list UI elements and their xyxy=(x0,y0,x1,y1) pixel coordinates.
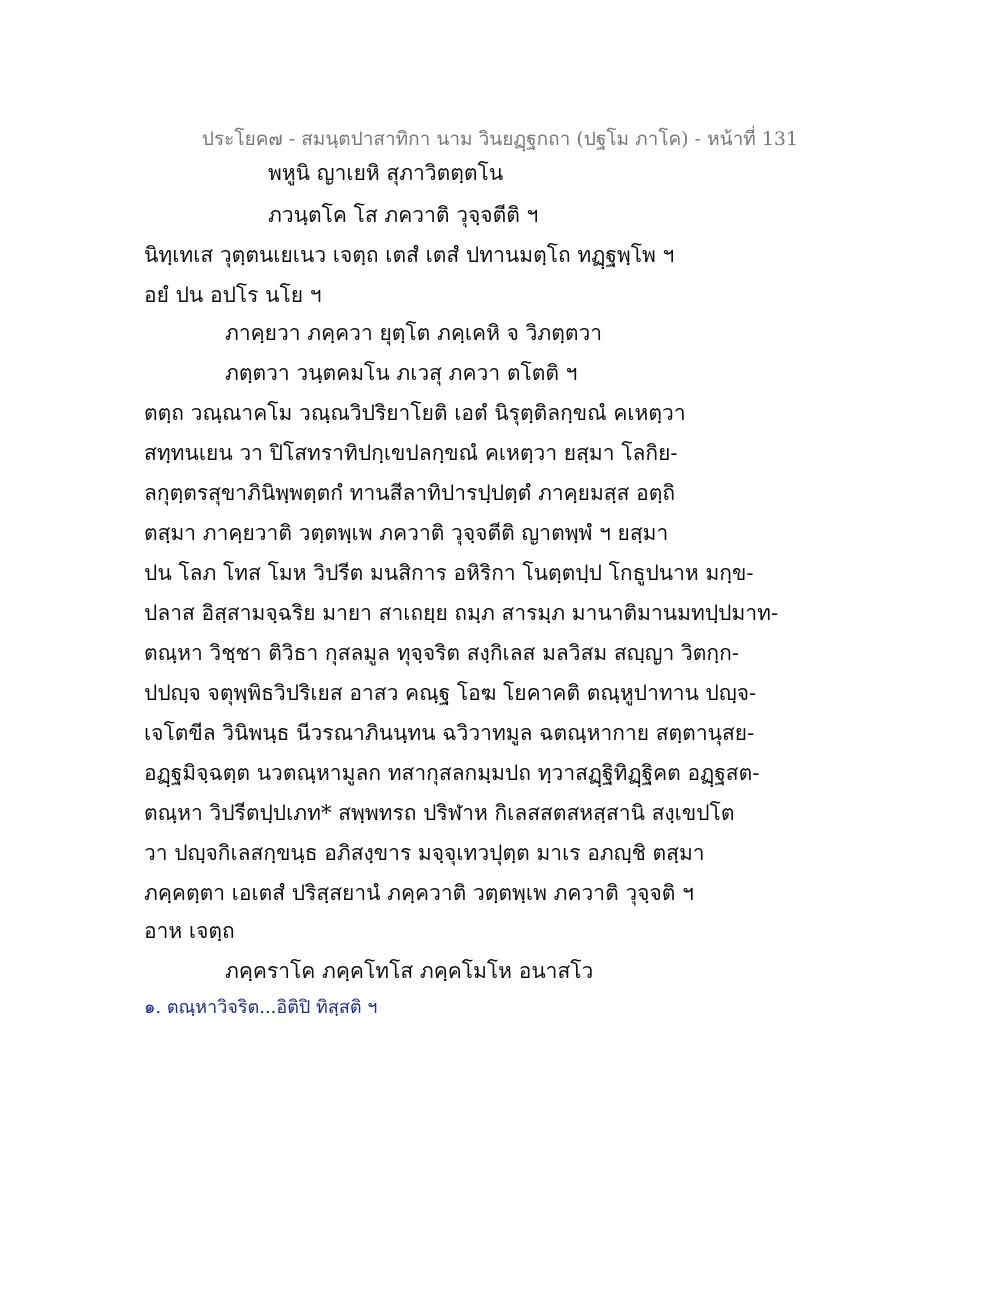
prose-line: ตณฺหา วิปรีตปฺปเภท* สพฺพทรถ ปริฬาห กิเลสสตสหสฺสานิ สงฺเขปโต xyxy=(144,801,735,825)
verse-line: ภาคฺยวา ภคฺควา ยุตฺโต ภคฺเคหิ จ วิภตฺตวา xyxy=(225,321,603,345)
prose-line: ภคฺคตฺตา เอเตสํ ปริสฺสยานํ ภคฺควาติ วตฺตพฺเพ ภควาติ วุจฺจติ ฯ xyxy=(144,881,694,905)
verse-line: ภตฺตวา วนฺตคมโน ภเวสุ ภควา ตโตติ ฯ xyxy=(225,361,578,385)
prose-line: ตสฺมา ภาคฺยวาติ วตฺตพฺเพ ภควาติ วุจฺจตีติ ญาตพฺพํ ฯ ยสฺมา xyxy=(144,521,669,545)
verse-line: พหูนิ ญาเยหิ สุภาวิตตฺตโน xyxy=(268,161,504,185)
prose-line: อาห เจตฺถ xyxy=(144,919,235,943)
prose-line: อยํ ปน อปโร นโย ฯ xyxy=(144,283,322,307)
prose-line: ตณฺหา วิชฺชา ติวิธา กุสลมูล ทุจฺจริต สงฺกิเลส มลวิสม สญฺญา วิตกฺก- xyxy=(144,641,739,665)
prose-line: วา ปญฺจกิเลสกฺขนฺธ อภิสงฺขาร มจฺจุเทวปุตฺต มาเร อภญฺชิ ตสฺมา xyxy=(144,841,705,865)
prose-line: ตตฺถ วณฺณาคโม วณฺณวิปริยาโยติ เอตํ นิรุตฺติลกฺขณํ คเหตฺวา xyxy=(144,401,686,425)
prose-line: เจโตขีล วินิพนฺธ นีวรณาภินนฺทน ฉวิวาทมูล ฉตณฺหากาย สตฺตานุสย- xyxy=(144,721,755,745)
prose-line: นิทฺเทเส วุตฺตนเยเนว เจตฺถ เตสํ เตสํ ปทานมตฺโถ ทฏฺฐพฺโพ ฯ xyxy=(144,243,675,267)
prose-line: อฏฺฐมิจฺฉตฺต นวตณฺหามูลก ทสากุสลกมฺมปถ ทฺวาสฏฺฐิทิฏฺฐิคต อฏฺฐสต- xyxy=(144,761,760,785)
prose-line: ปลาส อิสฺสามจฺฉริย มายา สาเถยฺย ถมฺภ สารมฺภ มานาติมานมทปฺปมาท- xyxy=(144,601,779,625)
footnote: ๑. ตณฺหาวิจริต...อิติปิ ทิสฺสติ ฯ xyxy=(144,997,378,1018)
prose-line: ปน โลภ โทส โมห วิปรีต มนสิการ อหิริกา โนตฺตปฺป โกธูปนาห มกฺข- xyxy=(144,561,754,585)
verse-line: ภคฺคราโค ภคฺคโทโส ภคฺคโมโห อนาสโว xyxy=(225,959,594,983)
prose-line: สทฺทนเยน วา ปิโสทราทิปกฺเขปลกฺขณํ คเหตฺวา ยสฺมา โลกิย- xyxy=(144,441,678,465)
verse-line: ภวนฺตโค โส ภควาติ วุจฺจตีติ ฯ xyxy=(268,203,539,227)
prose-line: ปปญฺจ จตุพฺพิธวิปริเยส อาสว คณฺฐ โอฆ โยคาคติ ตณฺหูปาทาน ปญฺจ- xyxy=(144,681,757,705)
prose-line: ลกุตฺตรสุขาภินิพฺพตฺตกํ ทานสีลาทิปารปฺปตฺตํ ภาคฺยมสฺส อตฺถิ xyxy=(144,481,676,505)
running-header: ประโยค๗ - สมนฺตปาสาทิกา นาม วินยฏฺฐกถา (ปฐโม ภาโค) - หน้าที่ 131 xyxy=(201,128,799,150)
